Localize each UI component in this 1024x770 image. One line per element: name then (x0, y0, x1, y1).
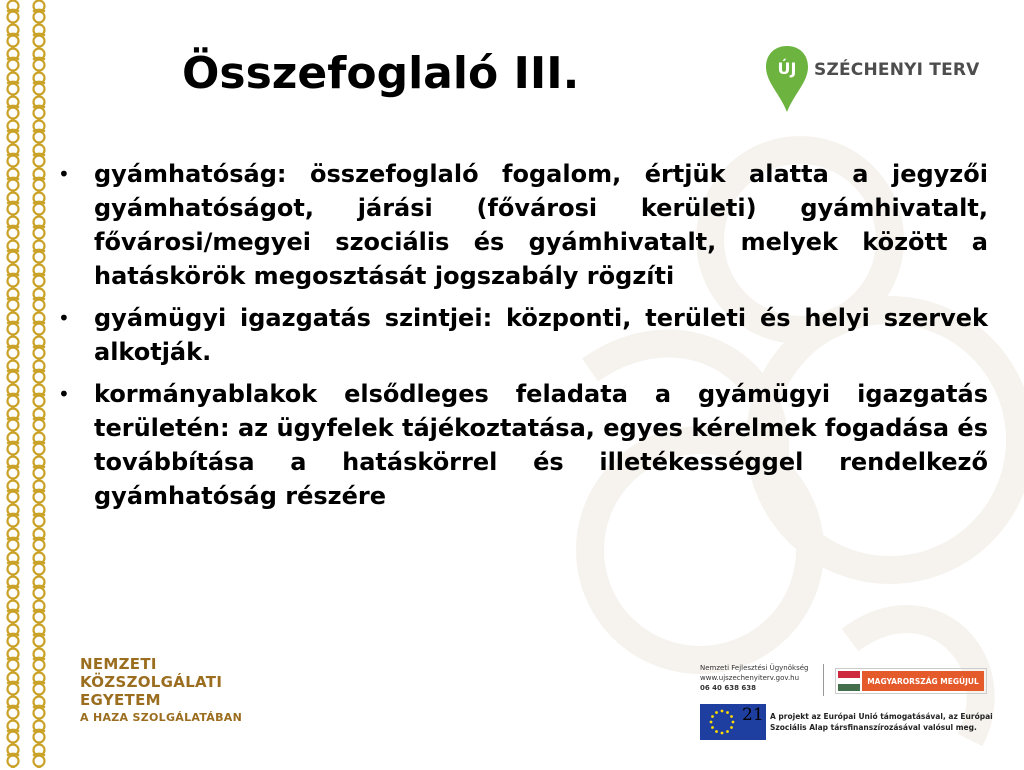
chain-link (33, 217, 45, 239)
chain-link (33, 553, 45, 575)
chain-link (33, 529, 45, 551)
chain-link (33, 49, 45, 71)
hungary-renews-text: MAGYARORSZÁG MEGÚJUL (862, 671, 984, 691)
chain-link (7, 265, 19, 287)
chain-link (33, 169, 45, 191)
chain-link (7, 625, 19, 647)
chain-link (7, 433, 19, 455)
chain-link (7, 577, 19, 599)
chain-link (7, 145, 19, 167)
chain-link (33, 481, 45, 503)
chain-link (7, 721, 19, 743)
chain-link (33, 1, 45, 23)
eu-funding-line-1: A projekt az Európai Unió támogatásával, az Európai (770, 712, 993, 721)
nfu-url: www.ujszechenyiterv.gov.hu (700, 674, 800, 682)
university-tagline: A HAZA SZOLGÁLATÁBAN (80, 711, 243, 724)
nfu-name: Nemzeti Fejlesztési Ügynökség (700, 664, 809, 672)
chain-link (33, 673, 45, 695)
eu-star (715, 730, 718, 733)
chain-link (7, 553, 19, 575)
chain-link (7, 73, 19, 95)
chain-link (33, 601, 45, 623)
university-name-line-3: EGYETEM (80, 691, 161, 709)
chain-link (33, 193, 45, 215)
chain-link (7, 217, 19, 239)
hungary-renews-logo (835, 668, 987, 694)
bullet-item (58, 301, 988, 369)
chain-link (33, 337, 45, 359)
bullet-list (58, 157, 988, 521)
nfu-info (700, 663, 820, 693)
chain-link (33, 745, 45, 767)
chain-link (33, 361, 45, 383)
chain-link (33, 721, 45, 743)
eu-star (726, 711, 729, 714)
bullet-text: gyámügyi igazgatás szintjei: központi, területi és helyi szervek alkotják. (94, 304, 988, 366)
chain-link (7, 529, 19, 551)
logo-divider (823, 664, 824, 696)
chain-link (33, 265, 45, 287)
eu-star (711, 715, 714, 718)
chain-link (7, 25, 19, 47)
decorative-border (0, 0, 52, 768)
chain-link (33, 409, 45, 431)
chain-link (33, 577, 45, 599)
chain-link (7, 361, 19, 383)
chain-link (7, 697, 19, 719)
chain-link (33, 97, 45, 119)
szechenyi-badge: ÚJ (777, 59, 797, 78)
chain-link (7, 1, 19, 23)
slide-title: Összefoglaló III. (182, 48, 580, 99)
chain-link (7, 481, 19, 503)
szechenyi-logo-text: SZÉCHENYI TERV (814, 60, 980, 80)
eu-star (732, 721, 735, 724)
chain-link (33, 145, 45, 167)
chain-link (7, 49, 19, 71)
eu-star (711, 726, 714, 729)
eu-funding-line-2: Szociális Alap társfinanszírozásával valósul meg. (770, 723, 977, 732)
bullet-item (58, 157, 988, 293)
chain-link (33, 73, 45, 95)
eu-funding-note (770, 711, 993, 733)
chain-link (7, 241, 19, 263)
chain-link (33, 121, 45, 143)
bullet-symbol: • (58, 162, 70, 186)
eu-star (721, 710, 724, 713)
chain-link (7, 745, 19, 767)
eu-star (715, 711, 718, 714)
chain-link (33, 505, 45, 527)
chain-link (7, 337, 19, 359)
map-pin-icon (764, 44, 810, 114)
bullet-text: gyámhatóság: összefoglaló fogalom, értjük alatta a jegyzői gyámhatóságot, járási (fővárosi kerületi) gyámhivatalt, fővárosi/megyei szociális és gyámhivatalt, melyek között a hatáskörök megosztását jogszabály rögzíti (94, 160, 988, 290)
chain-link (7, 409, 19, 431)
chain-link (33, 385, 45, 407)
chain-link (7, 505, 19, 527)
chain-link (7, 169, 19, 191)
eu-star (721, 732, 724, 735)
university-name-line-2: KÖZSZOLGÁLATI (80, 673, 223, 691)
chain-link (7, 97, 19, 119)
chain-link (7, 313, 19, 335)
eu-star (730, 715, 733, 718)
university-logo (80, 655, 242, 727)
bullet-symbol: • (58, 382, 70, 406)
chain-link (33, 241, 45, 263)
chain-link (7, 193, 19, 215)
chain-link (33, 649, 45, 671)
chain-link (7, 457, 19, 479)
chain-link (7, 289, 19, 311)
slide-number: 21 (742, 705, 764, 725)
chain-link (33, 625, 45, 647)
chain-link (33, 457, 45, 479)
chain-link (7, 601, 19, 623)
eu-star (730, 726, 733, 729)
chain-link (33, 289, 45, 311)
chain-link (33, 433, 45, 455)
eu-star (726, 730, 729, 733)
chain-link (7, 121, 19, 143)
bullet-symbol: • (58, 306, 70, 330)
chain-link (7, 385, 19, 407)
chain-link (33, 25, 45, 47)
szechenyi-terv-logo (762, 44, 982, 114)
bullet-text: kormányablakok elsődleges feladata a gyámügyi igazgatás területén: az ügyfelek tájékoztatása, egyes kérelmek fogadása és továbbítása a hatáskörrel és illetékességgel rendelkező gyámhatóság részére (94, 380, 988, 510)
chain-link (7, 673, 19, 695)
bullet-item (58, 377, 988, 513)
hungarian-flag-icon (838, 671, 860, 691)
eu-star (710, 721, 713, 724)
nfu-phone: 06 40 638 638 (700, 684, 757, 692)
university-name-line-1: NEMZETI (80, 655, 157, 673)
chain-link (33, 313, 45, 335)
chain-link (33, 697, 45, 719)
chain-link (7, 649, 19, 671)
